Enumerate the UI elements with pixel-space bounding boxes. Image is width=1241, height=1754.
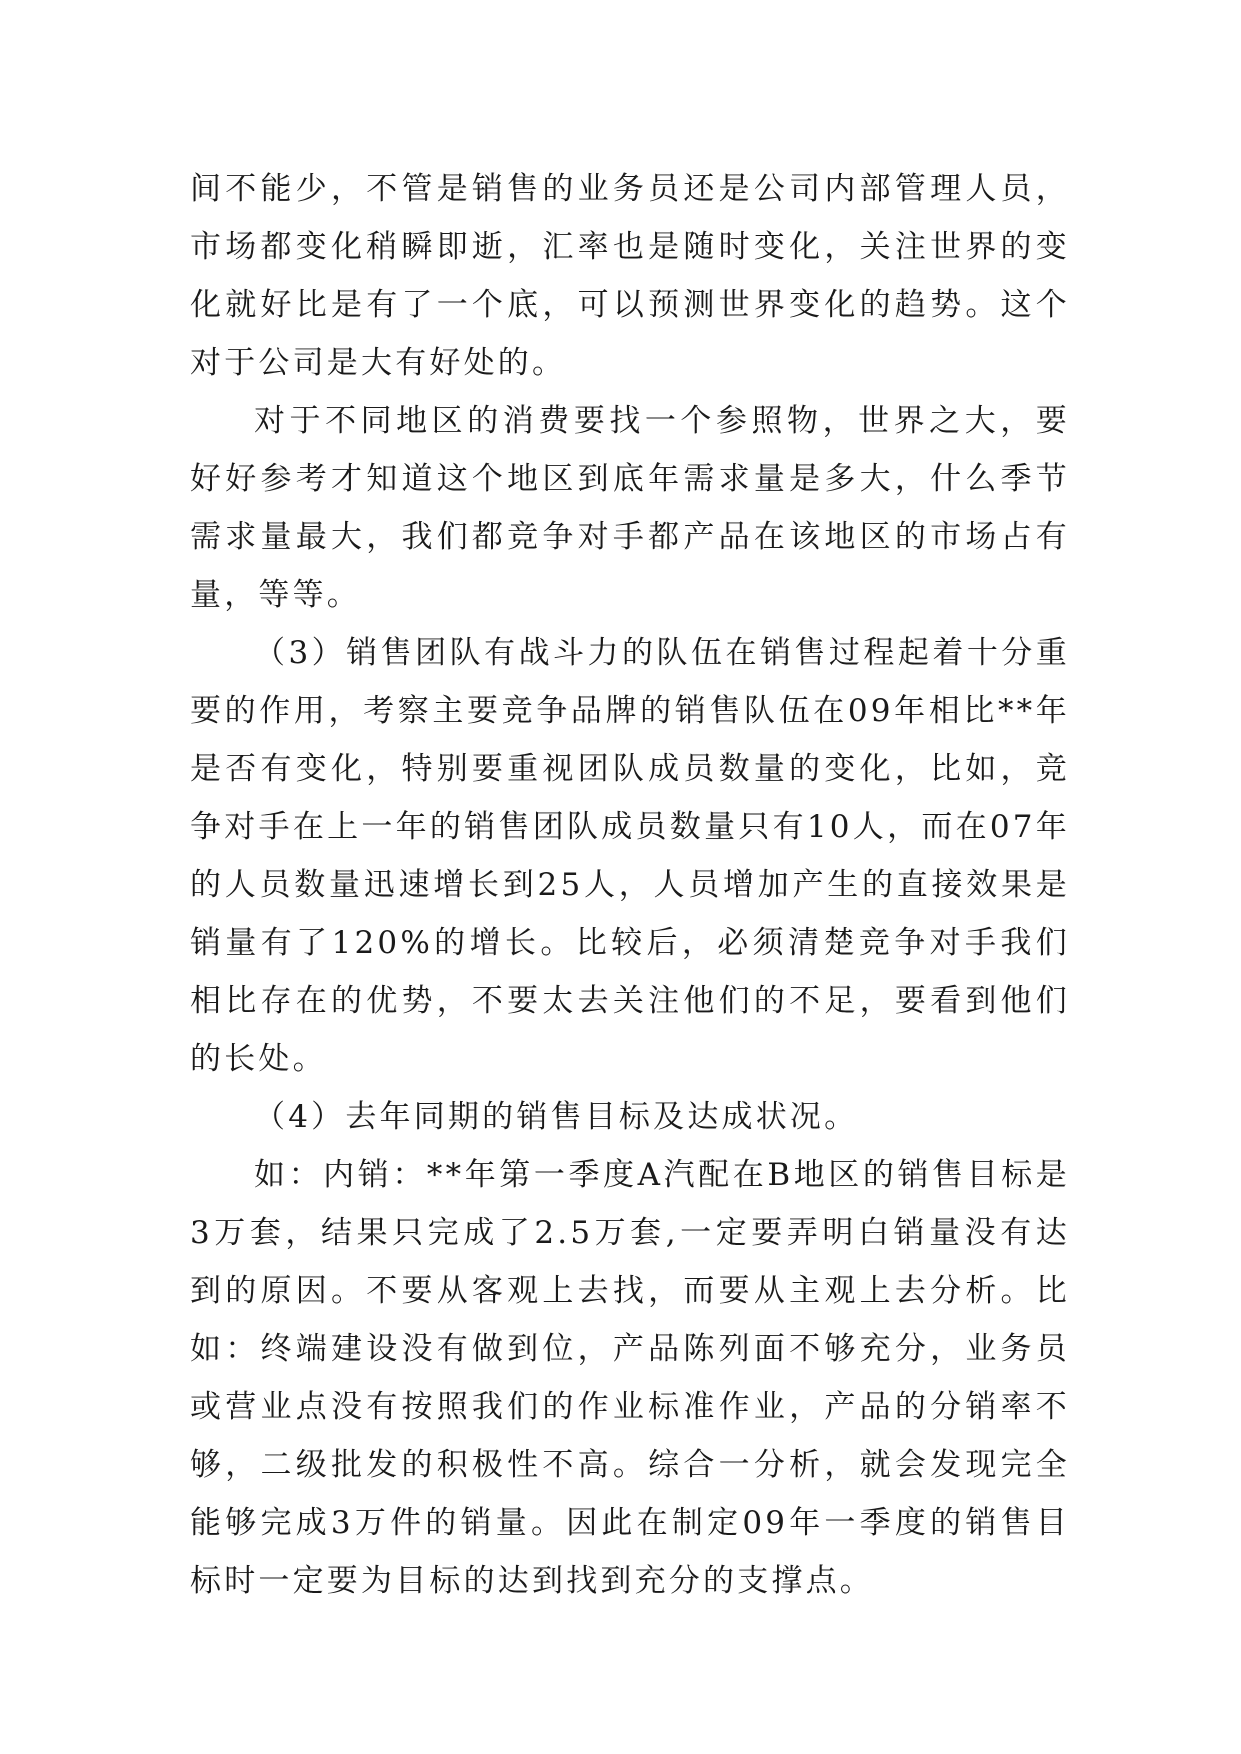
- paragraph-last-year-targets: （4）去年同期的销售目标及达成状况。: [254, 1099, 859, 1135]
- paragraph-continuation: 间不能少，不管是销售的业务员还是公司内部管理人员，市场都变化稍瞬即逝，汇率也是随时变化，关注世界的变化就好比是有了一个底，可以预测世界变化的趋势。这个对于公司是大有好处的。: [190, 171, 1070, 381]
- document-body: [190, 160, 1070, 1610]
- paragraph-domestic-sales-example: 如：内销：**年第一季度A汽配在B地区的销售目标是3万套，结果只完成了2.5万套,一定要弄明白销量没有达到的原因。不要从客观上去找，而要从主观上去分析。比如：终端建设没有做到位，产品陈列面不够充分，业务员或营业点没有按照我们的作业标准作业，产品的分销率不够，二级批发的积极性不高。综合一分析，就会发现完全能够完成3万件的销量。因此在制定09年一季度的销售目标时一定要为目标的达到找到充分的支撑点。: [190, 1157, 1070, 1599]
- paragraph-reference-regions: 对于不同地区的消费要找一个参照物，世界之大，要好好参考才知道这个地区到底年需求量是多大，什么季节需求量最大，我们都竞争对手都产品在该地区的市场占有量，等等。: [190, 403, 1070, 613]
- paragraph-sales-team: （3）销售团队有战斗力的队伍在销售过程起着十分重要的作用，考察主要竞争品牌的销售队伍在09年相比**年是否有变化，特别要重视团队成员数量的变化，比如，竞争对手在上一年的销售团队成员数量只有10人，而在07年的人员数量迅速增长到25人，人员增加产生的直接效果是销量有了120%的增长。比较后，必须清楚竞争对手我们相比存在的优势，不要太去关注他们的不足，要看到他们的长处。: [190, 635, 1070, 1077]
